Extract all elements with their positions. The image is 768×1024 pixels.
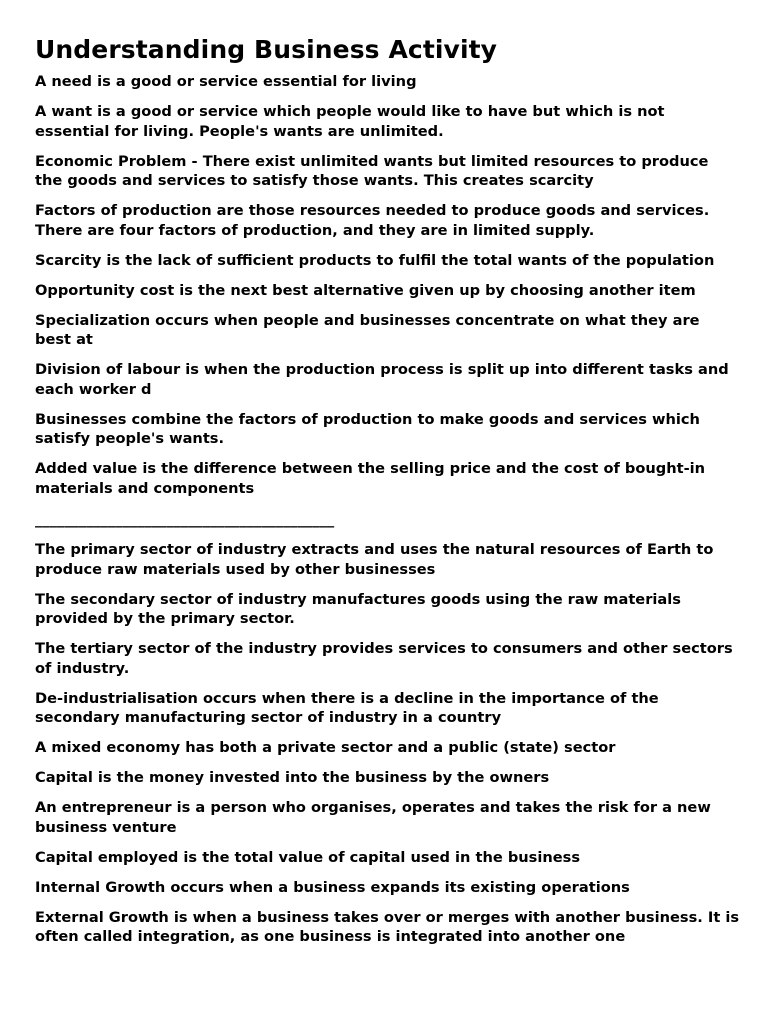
definition-want: A want is a good or service which people would like to have but which is not essential for living. People's wants are unlimited. — [35, 103, 665, 140]
definition-scarcity: Scarcity is the lack of sufficient products to fulfil the total wants of the population — [35, 251, 715, 269]
definition-primary-sector: The primary sector of industry extracts and uses the natural resources of Earth to produce raw materials used by other businesses — [35, 541, 714, 578]
definition-tertiary-sector: The tertiary sector of the industry provides services to consumers and other sectors of industry. — [35, 640, 733, 677]
page-title: Understanding Business Activity — [35, 35, 498, 64]
definition-opportunity-cost: Opportunity cost is the next best alternative given up by choosing another item — [35, 281, 696, 299]
definition-specialization: Specialization occurs when people and businesses concentrate on what they are best at — [35, 311, 700, 348]
definition-internal-growth: Internal Growth occurs when a business expands its existing operations — [35, 878, 630, 896]
definition-secondary-sector: The secondary sector of industry manufactures goods using the raw materials provided by the primary sector. — [35, 590, 681, 627]
section-divider: _________________________________________ — [35, 511, 335, 528]
definition-businesses: Businesses combine the factors of production to make goods and services which satisfy people's wants. — [35, 410, 700, 447]
definition-division-of-labour: Division of labour is when the production process is split up into different tasks and each worker d — [35, 361, 729, 398]
definition-added-value: Added value is the difference between the selling price and the cost of bought-in materials and components — [35, 460, 706, 497]
definition-mixed-economy: A mixed economy has both a private sector and a public (state) sector — [35, 739, 616, 756]
definition-capital-employed: Capital employed is the total value of capital used in the business — [35, 848, 580, 866]
definition-external-growth: External Growth is when a business takes over or merges with another business. It is often called integration, as one business is integrated into another one — [35, 908, 740, 945]
definition-capital: Capital is the money invested into the business by the owners — [35, 769, 550, 786]
definition-de-industrialisation: De-industrialisation occurs when there is a decline in the importance of the secondary manufacturing sector of industry in a country — [35, 689, 659, 726]
definition-need: A need is a good or service essential for living — [35, 73, 417, 90]
definitions-section-two — [35, 540, 740, 947]
definitions-section-one — [35, 72, 740, 498]
definition-economic-problem: Economic Problem - There exist unlimited wants but limited resources to produce the goods and services to satisfy those wants. This creates scarcity — [35, 152, 709, 189]
definition-factors-of-production: Factors of production are those resources needed to produce goods and services. There are four factors of production, and they are in limited supply. — [35, 202, 710, 239]
definition-entrepreneur: An entrepreneur is a person who organises, operates and takes the risk for a new business venture — [35, 799, 711, 836]
